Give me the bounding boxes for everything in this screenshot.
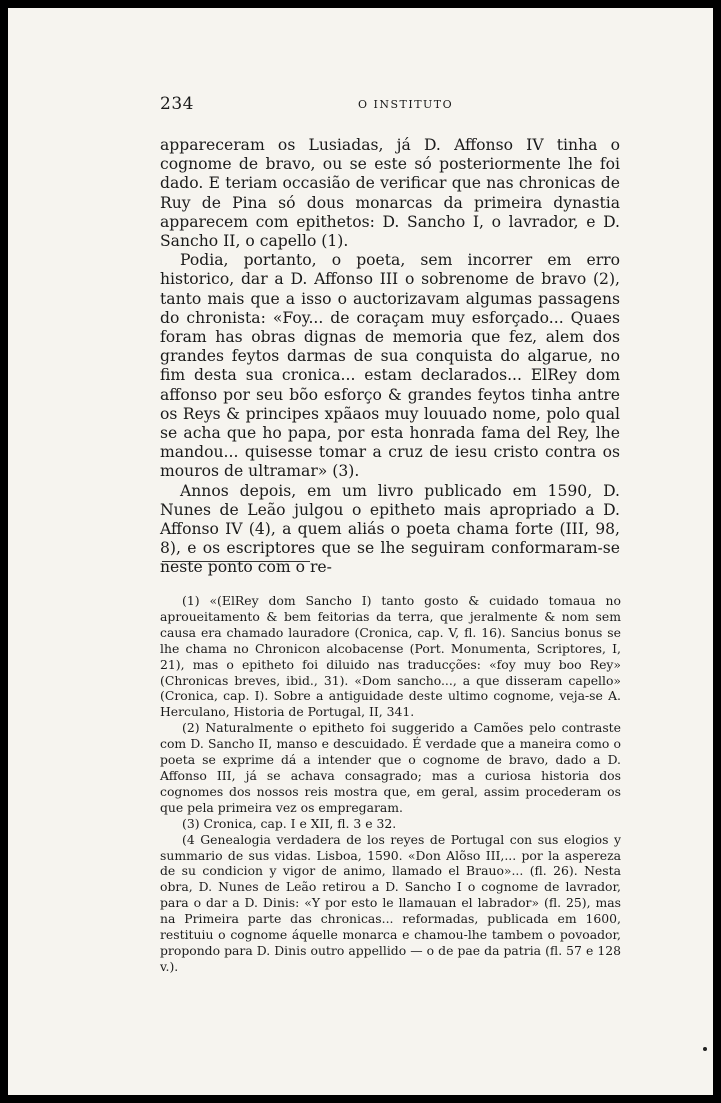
- footnote-2: (2) Naturalmente o epitheto foi suggerido a Camões pelo contraste com D. Sancho II, manso e descuidado. É verdade que a maneira como o poeta se exprime dá a intender que o cognome de bravo, dado a D. Affonso III, já se achava consagrado; mas a curiosa historia dos cognomes dos nossos reis mostra que, em geral, assim procederam os que pela primeira vez os empregaram.: [160, 720, 621, 815]
- paragraph-1: appareceram os Lusiadas, já D. Affonso IV tinha o cognome de bravo, ou se este só posteriormente lhe foi dado. E teriam occasião de verificar que nas chronicas de Ruy de Pina só dous monarcas da primeira dynastia apparecem com epithetos: D. Sancho I, o lavrador, e D. Sancho II, o capello (1).: [160, 136, 620, 251]
- page-header: [160, 94, 640, 114]
- footnote-4: (4 Genealogia verdadera de los reyes de Portugal con sus elogios y summario de sus vidas. Lisboa, 1590. «Don Alõso III,... por la aspereza de su condicion y vigor de animo, llamado el Brauo»... (fl. 26). Nesta obra, D. Nunes de Leão retirou a D. Sancho I o cognome de lavrador, para o dar a D. Dinis: «Y por esto le llamauan el labrador» (fl. 25), mas na Primeira parte das chronicas... reformadas, publicada em 1600, restituiu o cognome áquelle monarca e chamou-lhe tambem o povoador, propondo para D. Dinis outro appellido — o de pae da patria (fl. 57 e 128 v.).: [160, 831, 621, 974]
- paragraph-3: Annos depois, em um livro publicado em 1590, D. Nunes de Leão julgou o epitheto mais apropriado a D. Affonso IV (4), a quem aliás o poeta chama forte (III, 98, 8), e os escriptores que se lhe seguiram conformaram-se neste ponto com o re-: [160, 481, 620, 577]
- main-text: [160, 136, 620, 578]
- page-speck: [703, 1047, 707, 1051]
- footnotes: [160, 593, 621, 975]
- page-number: 234: [160, 94, 194, 114]
- footnote-1: (1) «(ElRey dom Sancho I) tanto gosto & cuidado tomaua no aproueitamento & bem feitorias da terra, que jeralmente & nom sem causa era chamado lauradore (Cronica, cap. V, fl. 16). Sancius bonus se lhe chama no Chronicon alcobacense (Port. Monumenta, Scriptores, I, 21), mas o epitheto foi diluido nas traducções: «foy muy boo Rey» (Chronicas breves, ibid., 31). «Dom sancho..., a que disseram capello» (Cronica, cap. I). Sobre a antiguidade deste ultimo cognome, veja-se A. Herculano, Historia de Portugal, II, 341.: [160, 593, 621, 720]
- book-page: [8, 8, 713, 1095]
- running-head: O INSTITUTO: [358, 98, 454, 111]
- footnote-rule: [162, 561, 310, 562]
- paragraph-2: Podia, portanto, o poeta, sem incorrer em erro historico, dar a D. Affonso III o sobrenome de bravo (2), tanto mais que a isso o auctorizavam algumas passagens do chronista: «Foy... de coraçam muy esforçado... Quaes foram has obras dignas de memoria que fez, alem dos grandes feytos darmas de sua conquista do algarue, no fim desta sua cronica... estam declarados... ElRey dom affonso por seu bõo esforço & grandes feytos tinha antre os Reys & principes xpãaos muy louuado nome, polo qual se acha que ho papa, por esta honrada fama del Rey, lhe mandou... quisesse tomar a cruz de iesu cristo contra os mouros de ultramar» (3).: [160, 251, 620, 481]
- footnote-3: (3) Cronica, cap. I e XII, fl. 3 e 32.: [182, 815, 397, 831]
